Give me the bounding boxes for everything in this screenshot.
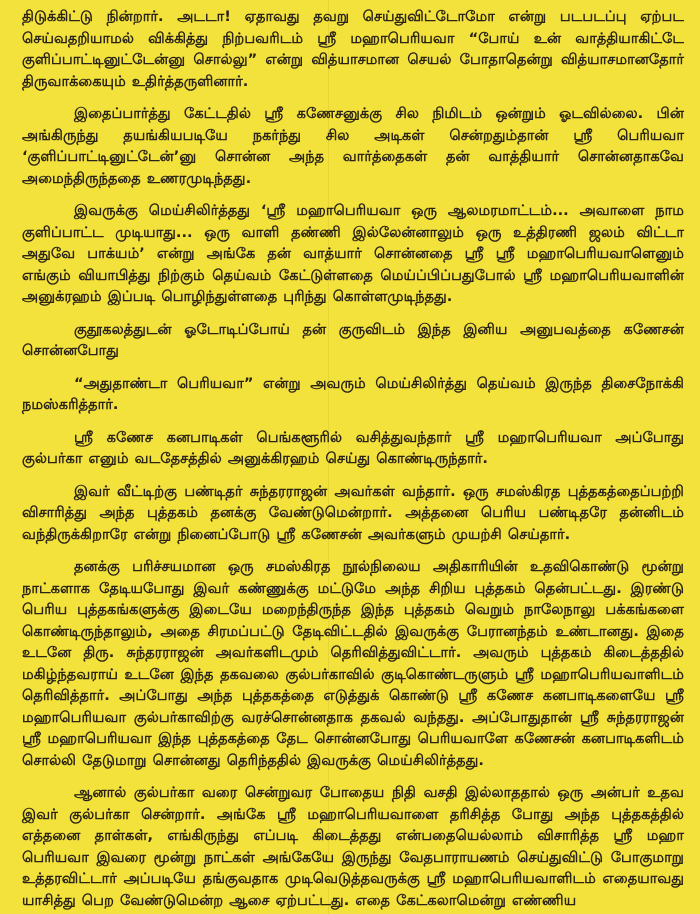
paragraph-1: திடுக்கிட்டு நின்றார். அடடா! ஏதாவது தவறு செய்துவிட்டோமோ என்று படபடப்பு ஏற்பட செய்வதறியாமல் விக்கித்து நிற்பவரிடம் ஸ்ரீ மஹாபெரியவா “போய் உன் வாத்தியாகிட்டே குளிப்பாட்டினுட்டேன்னு சொல்லு” என்று வித்யாசமான செயல் போதாதென்று வித்யாசமானதோர் திருவாக்கையும் உதிர்த்தருளினார். [22, 8, 684, 90]
paragraph-4: குதூகலத்துடன் ஓடோடிப்போய் தன் குருவிடம் இந்த இனிய அனுபவத்தை கணேசன் சொன்னபோது [22, 320, 684, 359]
paragraph-7: இவர் வீட்டிற்கு பண்டிதர் சுந்தரராஜன் அவர்கள் வந்தார். ஒரு சமஸ்கிரத புத்தகத்தைப்பற்றி விசாரித்து அந்த புத்தகம் தனக்கு வேண்டுமென்றார். அத்தனை பெரிய பண்டிதரே தன்னிடம் வந்திருக்கிறாரே என்று நினைப்போடு ஸ்ரீ கணேசன் அவர்களும் முயற்சி செய்தார். [22, 482, 684, 543]
paragraph-9: ஆனால் குல்பர்கா வரை சென்றுவர போதைய நிதி வசதி இல்லாததால் ஒரு அன்பர் உதவ இவர் குல்பர்கா சென்றார். அங்கே ஸ்ரீ மஹாபெரியவாளை தரிசித்த போது அந்த புத்தகத்தில் எத்தனை தாள்கள், எங்கிருந்து எப்படி கிடைத்தது என்பதையெல்லாம் விசாரித்த ஸ்ரீ மஹா பெரியவா இவரை மூன்று நாட்கள் அங்கேயே இருந்து வேதபாராயணம் செய்துவிட்டு போகுமாறு உத்தரவிட்டார் அப்படியே தங்குவதாக முடிவெடுத்தவருக்கு ஸ்ரீ மஹாபெரியவாளிடம் எதையாவது யாசித்து பெற வேண்டுமென்ற ஆசை ஏற்பட்டது. எதை கேட்கலாமென்று எண்ணிய [22, 784, 684, 909]
paragraph-3: இவருக்கு மெய்சிலிர்த்தது ‘ஸ்ரீ மஹாபெரியவா ஒரு ஆலமரமாட்டம்... அவாளை நாம குளிப்பாட்ட முடியாது... ஒரு வாளி தண்ணி இல்லேன்னாலும் ஒரு உத்திரணி ஜலம் விட்டா அதுவே பாக்யம்’ என்று அங்கே தன் வாத்யார் சொன்னதை ஸ்ரீ ஸ்ரீ மஹாபெரியவாளெனும் எங்கும் வியாபித்து நிற்கும் தெய்வம் கேட்டுள்ளதை மெய்ப்பிப்பதுபோல் ஸ்ரீ மஹாபெரியவாளின் அனுக்ரஹம் இப்படி பொழிந்துள்ளதை புரிந்து கொள்ளமுடிந்தது. [22, 202, 684, 305]
paragraph-6: ஸ்ரீ கணேச கனபாடிகள் பெங்களூரில் வசித்துவந்தார் ஸ்ரீ மஹாபெரியவா அப்போது குல்பர்கா எனும் வடதேசத்தில் அனுக்கிரஹம் செய்து கொண்டிருந்தார். [22, 428, 684, 467]
paragraph-2: இதைப்பார்த்து கேட்டதில் ஸ்ரீ கணேசனுக்கு சில நிமிடம் ஒன்றும் ஓடவில்லை. பின் அங்கிருந்து தயங்கியபடியே நகர்ந்து சில அடிகள் சென்றதும்தான் ஸ்ரீ பெரியவா ‘குளிப்பாட்டினுட்டேன்’னு சொன்ன அந்த வார்த்தைகள் தன் வாத்தியார் சொன்னதாகவே அமைந்திருந்ததை உணரமுடிந்தது. [22, 105, 684, 187]
page-fold-line [328, 0, 329, 914]
paragraph-5: “அதுதாண்டா பெரியவா” என்று அவரும் மெய்சிலிர்த்து தெய்வம் இருந்த திசைநோக்கி நமஸ்கரித்தார். [22, 374, 684, 413]
paragraph-8: தனக்கு பரிச்சயமான ஒரு சமஸ்கிரத நூல்நிலைய அதிகாரியின் உதவிகொண்டு மூன்று நாட்களாக தேடியபோது இவர் கண்ணுக்கு மட்டுமே அந்த சிறிய புத்தகம் தென்பட்டது. இரண்டு பெரிய புத்தகங்களுக்கு இடையே மறைந்திருந்த இந்த புத்தகம் வெறும் நாலேநாலு பக்கங்களை கொண்டிருந்தாலும், அதை சிரமப்பட்டு தேடிவிட்டதில் இவருக்கு பேரானந்தம் உண்டானது. இதை உடனே திரு. சுந்தரராஜன் அவர்களிடமும் தெரிவித்துவிட்டார். அவரும் புத்தகம் கிடைத்ததில் மகிழ்ந்தவராய் உடனே இந்த தகவலை குல்பர்காவில் குடிகொண்டருளும் ஸ்ரீ மஹாபெரியவாளிடம் தெரிவித்தார். அப்போது அந்த புத்தகத்தை எடுத்துக் கொண்டு ஸ்ரீ கணேச கனபாடிகளையே ஸ்ரீ மஹாபெரியவா குல்பர்காவிற்கு வரச்சொன்னதாக தகவல் வந்தது. அப்போதுதான் ஸ்ரீ சுந்தரராஜன் ஸ்ரீ மஹாபெரியவா இந்த புத்தகத்தை தேட சொன்னபோது பெரியவாளே கணேசன் கனபாடிகளிடம் சொல்லி தேடுமாறு சொன்னது தெரிந்ததில் இவருக்கு மெய்சிலிர்த்தது. [22, 558, 684, 769]
